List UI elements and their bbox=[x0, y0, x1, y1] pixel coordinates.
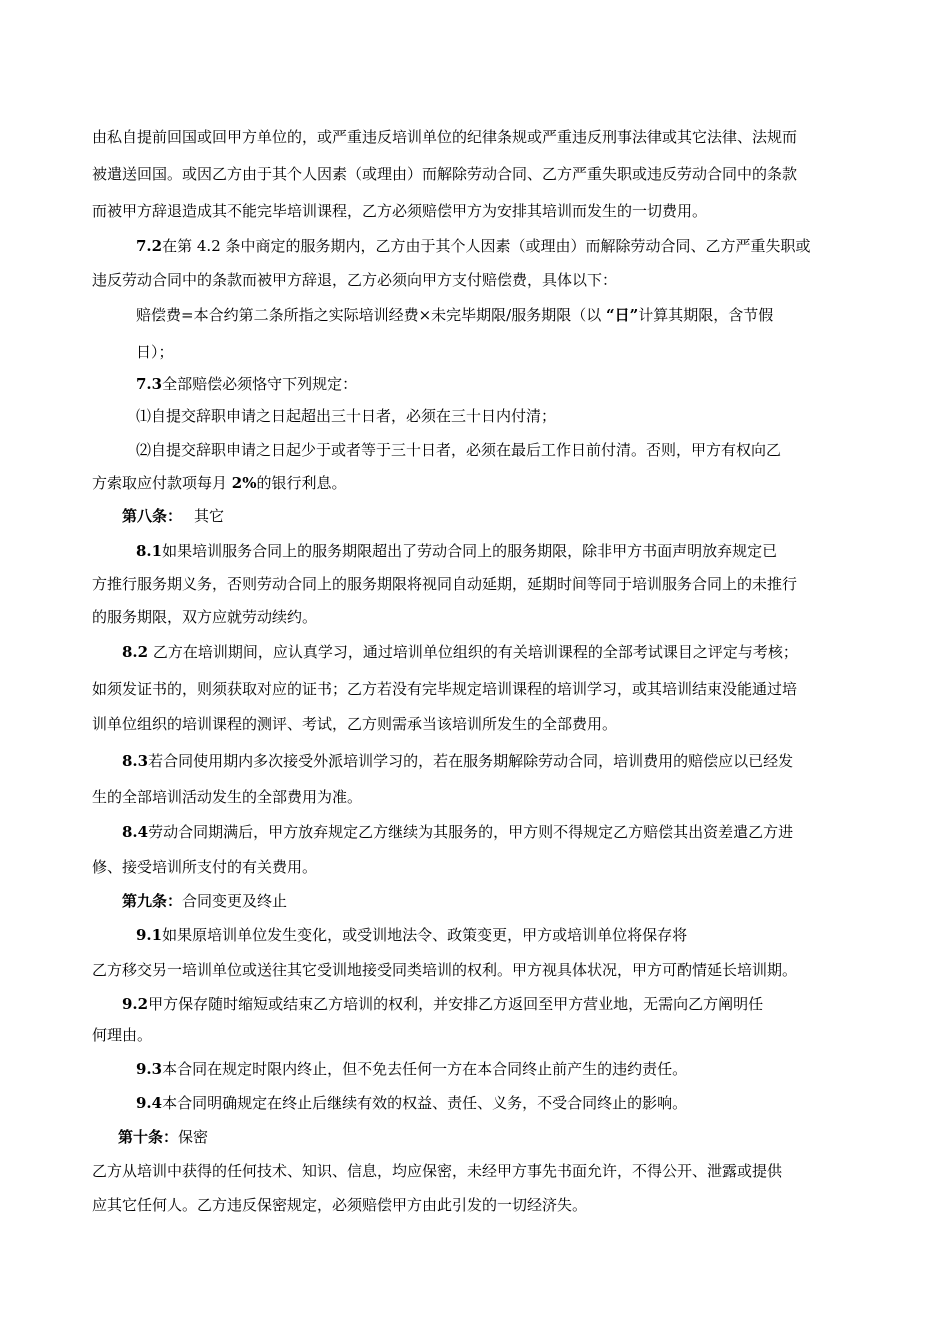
clause-8-1-line-3: 的服务期限，双方应就劳动续约。 bbox=[92, 608, 318, 626]
clause-7-3 bbox=[136, 374, 357, 394]
clause-number: 7.3 bbox=[136, 375, 163, 393]
clause-number: 9.2 bbox=[122, 995, 149, 1013]
clause-number: 8.2 bbox=[122, 643, 149, 661]
clause-number: 9.1 bbox=[136, 926, 163, 944]
list-item-2-line-2 bbox=[92, 473, 347, 493]
formula-line-2: 日）； bbox=[136, 343, 174, 361]
clause-8-3-line-2: 生的全部培训活动发生的全部费用为准。 bbox=[92, 788, 363, 806]
clause-number: 8.3 bbox=[122, 752, 149, 770]
list-item-2-line-1: ⑵自提交辞职申请之日起少于或者等于三十日者，必须在最后工作日前付清。否则，甲方有权向乙 bbox=[136, 441, 782, 459]
article-label: 第九条： bbox=[122, 892, 183, 910]
clause-8-2-line-3: 训单位组织的培训课程的测评、考试，乙方则需承当该培训所发生的全部费用。 bbox=[92, 715, 618, 733]
clause-number: 9.4 bbox=[136, 1094, 163, 1112]
formula-line-1 bbox=[136, 305, 773, 325]
clause-9-1-line-1 bbox=[136, 925, 687, 945]
formula-text-end: 计算其期限，含节假 bbox=[638, 306, 774, 324]
clause-8-1-line-2: 方推行服务期义务，否则劳动合同上的服务期限将视同自动延期，延期时间等同于培训服务合同上的未推行 bbox=[92, 575, 798, 593]
formula-unit-day: “日” bbox=[605, 306, 639, 324]
clause-8-1-line-1 bbox=[136, 541, 777, 561]
article-label: 第十条： bbox=[118, 1128, 179, 1146]
clause-text: 全部赔偿必须恪守下列规定： bbox=[162, 375, 358, 393]
clause-8-4-line-2: 修、接受培训所支付的有关费用。 bbox=[92, 858, 318, 876]
clause-number: 8.1 bbox=[136, 542, 163, 560]
list-item-1: ⑴自提交辞职申请之日起超出三十日者，必须在三十日内付清； bbox=[136, 407, 557, 425]
interest-rate: 2% bbox=[231, 474, 257, 492]
formula-text: 赔偿费=本合约第二条所指之实际培训经费×未完毕期限/服务期限（以 bbox=[136, 306, 606, 324]
clause-7-2-line-1 bbox=[136, 236, 811, 256]
clause-text: 劳动合同期满后，甲方放弃规定乙方继续为其服务的，甲方则不得规定乙方赔偿其出资差遣乙方进 bbox=[148, 823, 794, 841]
clause-number: 7.2 bbox=[136, 237, 163, 255]
clause-text: 如果培训服务合同上的服务期限超出了劳动合同上的服务期限，除非甲方书面声明放弃规定已 bbox=[162, 542, 778, 560]
clause-text: 乙方在培训期间，应认真学习，通过培训单位组织的有关培训课程的全部考试课目之评定与考核； bbox=[148, 643, 798, 661]
article-title: 合同变更及终止 bbox=[182, 892, 288, 910]
clause-7-2-line-2: 违反劳动合同中的条款而被甲方辞退，乙方必须向甲方支付赔偿费，具体以下： bbox=[92, 271, 618, 289]
article-label: 第八条： bbox=[122, 507, 183, 525]
article-title: 保密 bbox=[178, 1128, 209, 1146]
clause-number: 8.4 bbox=[122, 823, 149, 841]
clause-text: 若合同使用期内多次接受外派培训学习的，若在服务期解除劳动合同，培训费用的赔偿应以已经发 bbox=[148, 752, 794, 770]
clause-8-4-line-1 bbox=[122, 822, 793, 842]
clause-8-2-line-1 bbox=[122, 642, 798, 662]
clause-9-2-line-2: 何理由。 bbox=[92, 1026, 153, 1044]
clause-text: 如果原培训单位发生变化，或受训地法令、政策变更，甲方或培训单位将保存将 bbox=[162, 926, 688, 944]
clause-text: 本合同在规定时限内终止，但不免去任何一方在本合同终止前产生的违约责任。 bbox=[162, 1060, 688, 1078]
clause-number: 9.3 bbox=[136, 1060, 163, 1078]
article-8-heading bbox=[122, 506, 224, 526]
clause-9-3 bbox=[136, 1059, 687, 1079]
clause-8-2-line-2: 如须发证书的，则须获取对应的证书；乙方若没有完毕规定培训课程的培训学习，或其培训结束没能通过培 bbox=[92, 680, 798, 698]
list-text: 方索取应付款项每月 bbox=[92, 474, 232, 492]
article-10-line-2: 应其它任何人。乙方违反保密规定，必须赔偿甲方由此引发的一切经济失。 bbox=[92, 1196, 588, 1214]
clause-9-4 bbox=[136, 1093, 687, 1113]
clause-9-2-line-1 bbox=[122, 994, 763, 1014]
clause-8-3-line-1 bbox=[122, 751, 793, 771]
clause-text: 甲方保存随时缩短或结束乙方培训的权利，并安排乙方返回至甲方营业地，无需向乙方阐明任 bbox=[148, 995, 764, 1013]
clause-text: 本合同明确规定在终止后继续有效的权益、责任、义务，不受合同终止的影响。 bbox=[162, 1094, 688, 1112]
clause-7-1-line-3: 而被甲方辞退造成其不能完毕培训课程，乙方必须赔偿甲方为安排其培训而发生的一切费用。 bbox=[92, 202, 708, 220]
article-9-heading bbox=[122, 891, 287, 911]
article-title: 其它 bbox=[194, 507, 225, 525]
list-text-end: 的银行利息。 bbox=[256, 474, 347, 492]
clause-7-1-line-1: 由私自提前回国或回甲方单位的，或严重违反培训单位的纪律条规或严重违反刑事法律或其它法律、法规而 bbox=[92, 128, 798, 146]
clause-9-1-line-2: 乙方移交另一培训单位或送往其它受训地接受同类培训的权利。甲方视具体状况，甲方可酌情延长培训期。 bbox=[92, 961, 798, 979]
article-10-line-1: 乙方从培训中获得的任何技术、知识、信息，均应保密，未经甲方事先书面允许，不得公开、泄露或提供 bbox=[92, 1162, 783, 1180]
clause-7-1-line-2: 被遣送回国。或因乙方由于其个人因素（或理由）而解除劳动合同、乙方严重失职或违反劳动合同中的条款 bbox=[92, 165, 798, 183]
article-10-heading bbox=[118, 1127, 208, 1147]
clause-text: 在第 4.2 条中商定的服务期内，乙方由于其个人因素（或理由）而解除劳动合同、乙方严重失职或 bbox=[162, 237, 811, 255]
